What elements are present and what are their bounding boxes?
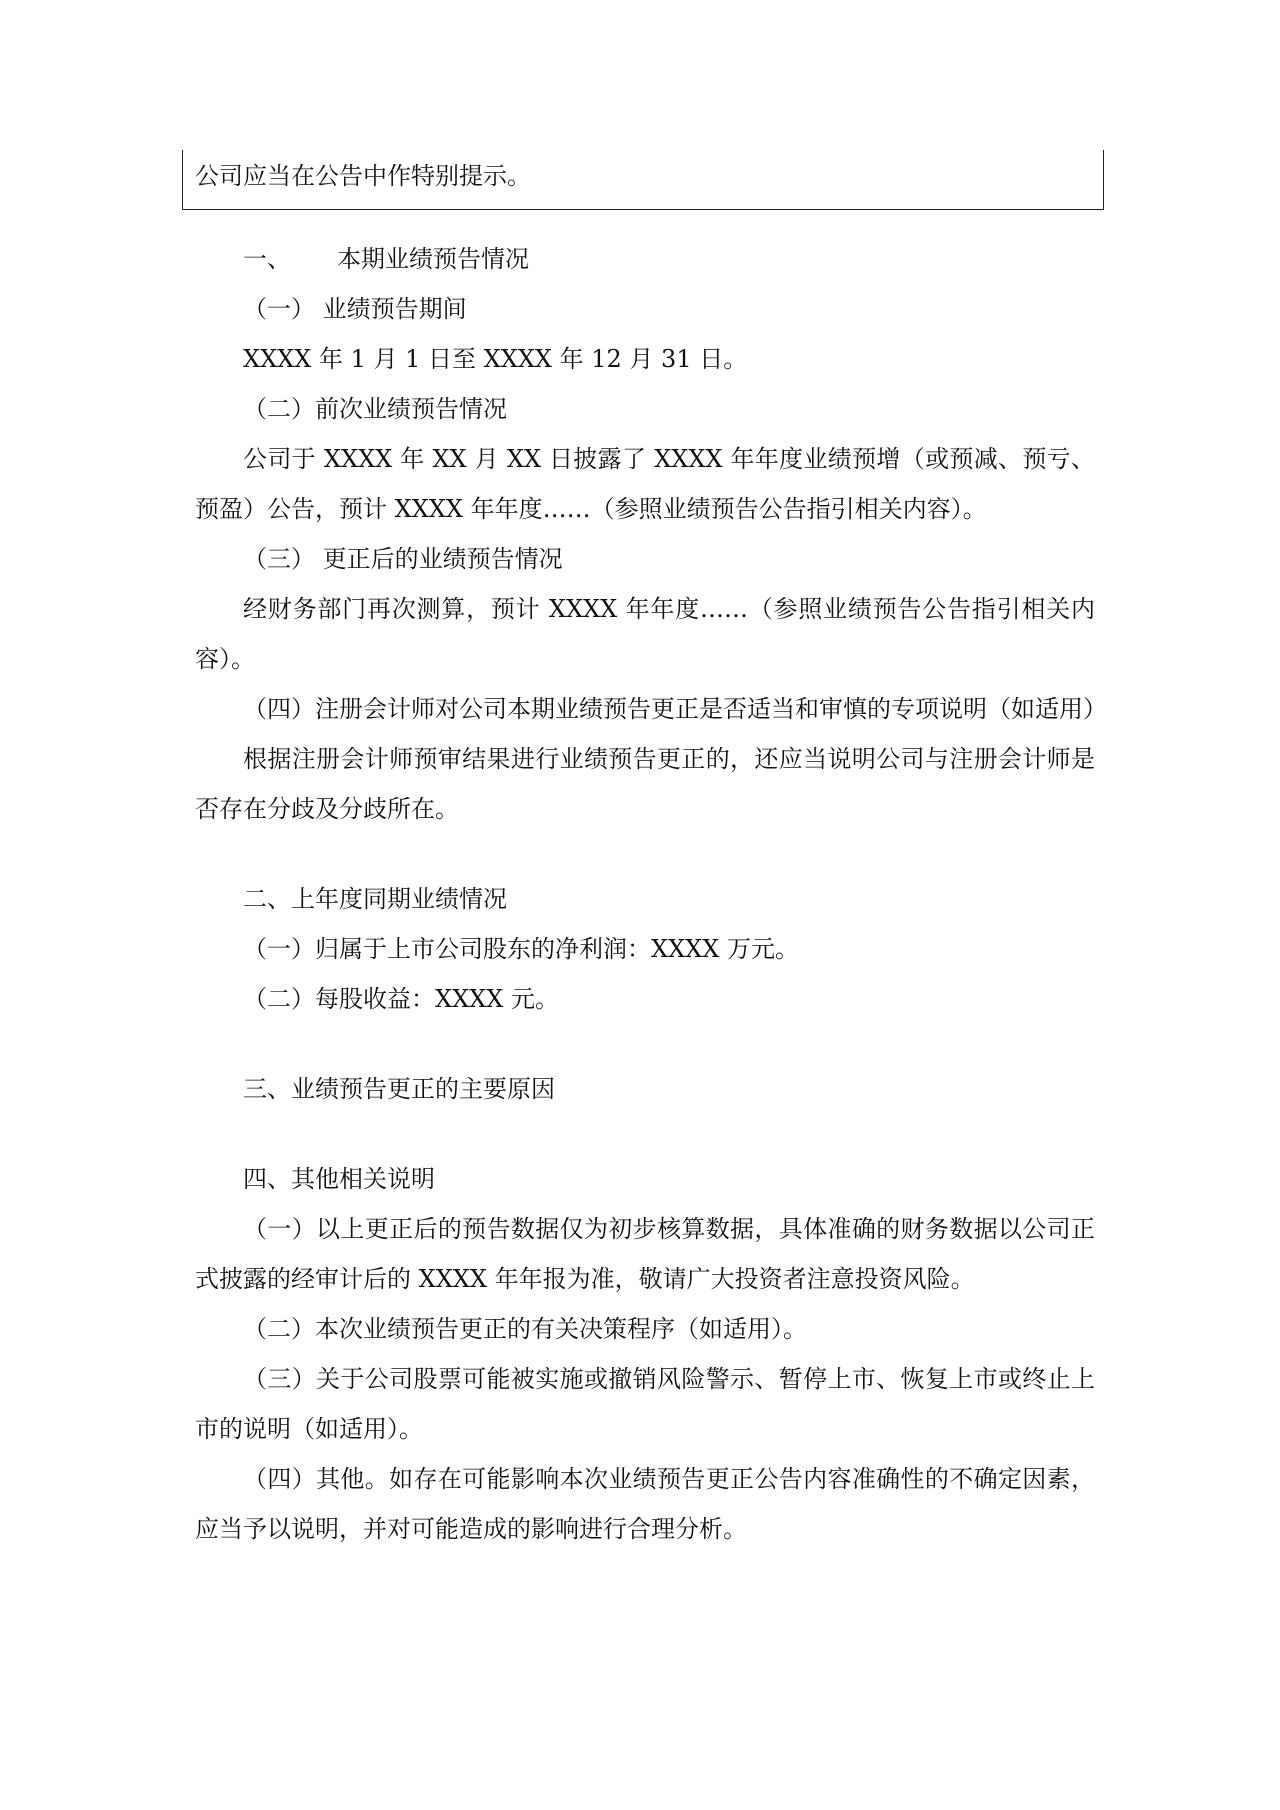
section-spacer [195, 1114, 1095, 1154]
section-spacer [195, 834, 1095, 874]
section-1-title: 本期业绩预告情况 [337, 245, 529, 273]
section-1-number: 一、 [243, 245, 291, 273]
section-2-item-2: （二）每股收益：XXXX 元。 [243, 985, 559, 1013]
section-2-item-1: （一）归属于上市公司股东的净利润：XXXX 万元。 [243, 935, 799, 963]
section-4-item-1: （一）以上更正后的预告数据仅为初步核算数据，具体准确的财务数据以公司正式披露的经审计后的 XXXX 年年报为准，敬请广大投资者注意投资风险。 [195, 1215, 1095, 1293]
section-4-heading: 四、其他相关说明 [243, 1165, 435, 1193]
special-notice-text: 公司应当在公告中作特别提示。 [195, 162, 531, 190]
document-body [195, 234, 1107, 1554]
section-1-sub4-title: （四）注册会计师对公司本期业绩预告更正是否适当和审慎的专项说明（如适用） [243, 695, 1107, 723]
section-4-item-4: （四）其他。如存在可能影响本次业绩预告更正公告内容准确性的不确定因素，应当予以说明，并对可能造成的影响进行合理分析。 [195, 1465, 1095, 1543]
section-4-item-3: （三）关于公司股票可能被实施或撤销风险警示、暂停上市、恢复上市或终止上市的说明（如适用）。 [195, 1365, 1095, 1443]
special-notice-box [182, 150, 1104, 210]
section-1-sub4-text: 根据注册会计师预审结果进行业绩预告更正的，还应当说明公司与注册会计师是否存在分歧及分歧所在。 [195, 745, 1095, 823]
section-1-sub2-title: （二）前次业绩预告情况 [243, 395, 507, 423]
section-1-sub1-text: XXXX 年 1 月 1 日至 XXXX 年 12 月 31 日。 [243, 345, 748, 373]
section-3-heading: 三、业绩预告更正的主要原因 [243, 1075, 555, 1103]
section-1-heading [195, 234, 1095, 284]
section-1-sub1-title: （一） 业绩预告期间 [243, 295, 467, 323]
section-spacer [195, 1024, 1095, 1064]
section-1-sub3-title: （三） 更正后的业绩预告情况 [243, 545, 563, 573]
section-4-item-2: （二）本次业绩预告更正的有关决策程序（如适用）。 [243, 1315, 807, 1343]
section-1-sub3-text: 经财务部门再次测算，预计 XXXX 年年度……（参照业绩预告公告指引相关内容）。 [195, 595, 1095, 673]
section-2-heading: 二、上年度同期业绩情况 [243, 885, 507, 913]
section-1-sub2-text: 公司于 XXXX 年 XX 月 XX 日披露了 XXXX 年年度业绩预增（或预减、预亏、预盈）公告，预计 XXXX 年年度……（参照业绩预告公告指引相关内容）。 [195, 445, 1095, 523]
